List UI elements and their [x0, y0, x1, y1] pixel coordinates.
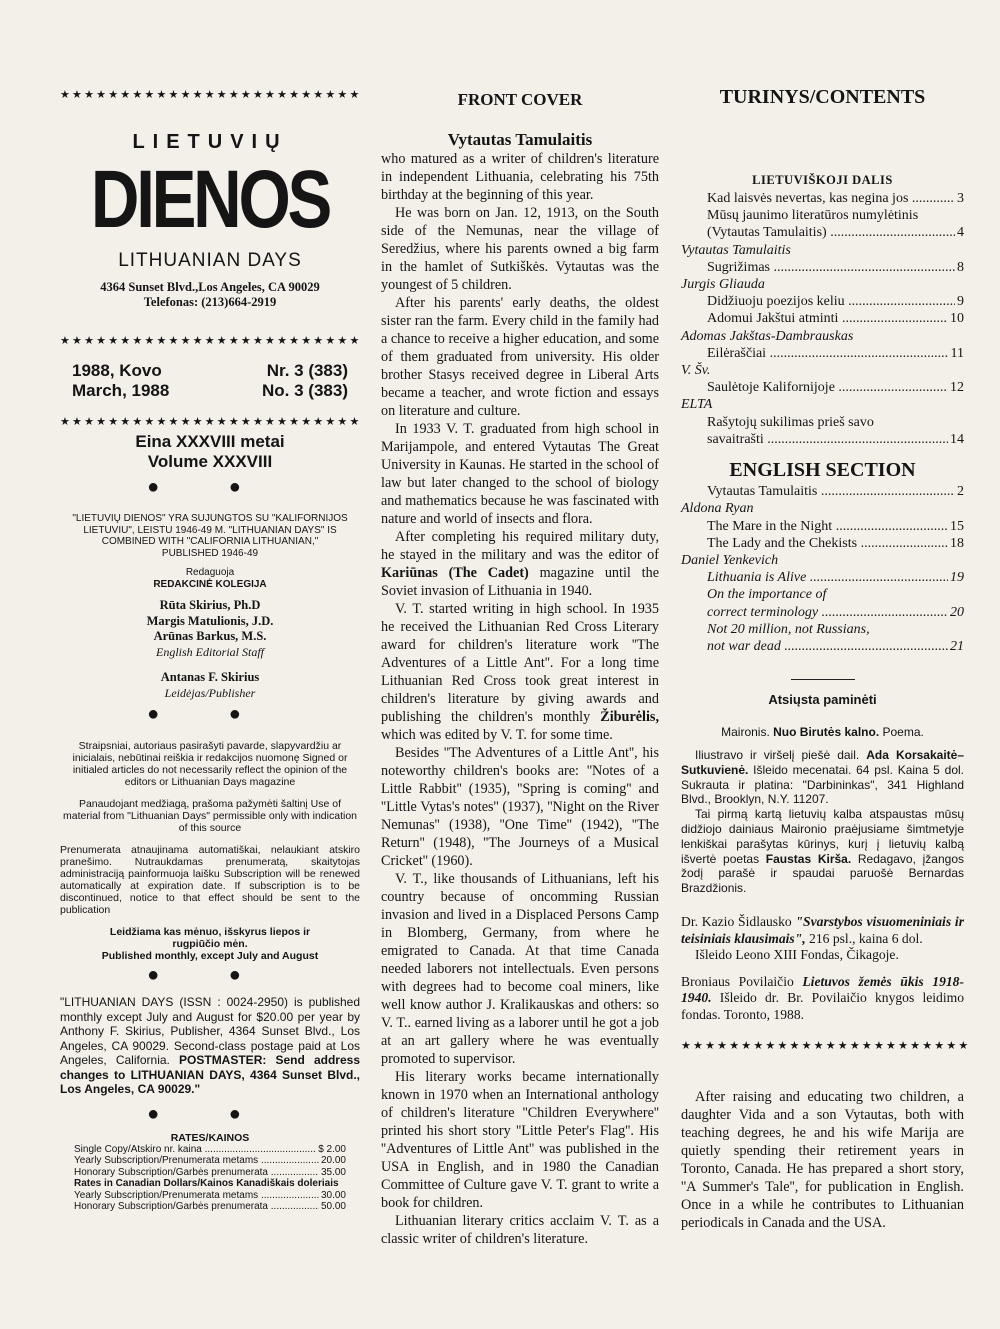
masthead-title: DIENOS [90, 154, 330, 245]
front-cover-article [381, 90, 659, 1248]
paragraph: In 1933 V. T. graduated from high school in Marijampole, and entered Vytautas The Great University in Kaunas. He started in the school of law but later changed to the school of biology and mathematics because he was fascinated with nature and world of insects and flora. [381, 421, 659, 527]
toc-entry[interactable]: The Mare in the Night ..... 15 [681, 518, 964, 535]
postmaster-notice: POSTMASTER: Send address changes to LITHUANIAN DAYS, 4364 Sunset Blvd., Los Angeles, CA 90029." [60, 1053, 360, 1096]
paragraph: Lithuanian literary critics acclaim V. T. as a classic writer of children's literature. [381, 1213, 659, 1247]
toc-entry[interactable]: Not 20 million, not Russians, [707, 621, 870, 637]
masthead-top: LIETUVIŲ [132, 131, 288, 153]
frequency-lt: Leidžiama kas mėnuo, išskyrus liepos ir rugpiūčio mėn. [109, 926, 311, 950]
book-notice-title: Maironis. Nuo Birutės kalno. Poema. [721, 725, 924, 740]
toc-entry[interactable]: Vytautas Tamulaitis ..... 2 [681, 483, 964, 500]
toc-author: V. Šv. [681, 363, 711, 379]
star-divider: ★★★★★★★★★★★★★★★★★★★★★★★★ [681, 1040, 971, 1053]
star-divider: ★★★★★★★★★★★★★★★★★★★★★★★★★ [60, 335, 362, 347]
toc-author: ELTA [681, 397, 713, 413]
frequency-en: Published monthly, except July and August [101, 950, 319, 962]
paragraph: who matured as a writer of children's literature in independent Lithuania, celebrating his 75th birthday at the beginning of this year. [381, 151, 659, 203]
toc-author: Jurgis Gliauda [681, 277, 765, 293]
toc-entry[interactable]: Saulėtoje Kalifornijoje ..... 12 [681, 379, 964, 396]
book-notice-sidlausko-publisher: Išleido Leono XIII Fondas, Čikagoje. [695, 947, 899, 963]
bullet-divider: ● ● [147, 476, 273, 498]
contents-heading: TURINYS/CONTENTS [719, 86, 926, 108]
issue-info [60, 361, 360, 401]
toc-author: Aldona Ryan [681, 501, 754, 517]
bullet-divider: ● ● [147, 703, 273, 725]
publisher-name: Antanas F. Skirius [160, 670, 260, 684]
publication-info [60, 995, 360, 1097]
book-notice-details: Iliustravo ir viršelį piešė dail. Ada Korsakaitė–Sutkuvienė. Išleido mecenatai. 64 psl. Kaina 5 dol. Sukrauta ir platina: "Darbininkas", 341 Highland Blvd., Brooklyn, N.Y. 11207. [681, 748, 964, 807]
toc-author: Adomas Jakštas-Dambrauskas [681, 328, 854, 344]
volume-lt: Eina XXXVIII metai [135, 432, 285, 451]
article-continuation [681, 1088, 964, 1232]
staff-member: Arūnas Barkus, M.S. [153, 629, 267, 643]
rates-title: RATES/KAINOS [170, 1131, 250, 1144]
bullet-divider: ● ● [147, 1102, 273, 1125]
book-notice-description: Tai pirmą kartą lietuvių kalba atspaustas mūsų didžiojo dainiaus Maironio praėjusiame šimtmetyje lenkiškai parašytas kūrinys, kurį į lietuvių kalbą išvertė poetas Faustas Kirša. Redagavo, įžangos žodį parašė ir spaudai paruošė Bernardas Brazdžionis. [681, 807, 964, 896]
rates-canada-heading: Rates in Canadian Dollars/Kainos Kanadiškais doleriais [74, 1178, 339, 1189]
subscription-notice: Prenumerata atnaujinama automatiškai, nelaukiant atskiro pranešimo. Nutraukdamas prenumeratą, skaitytojas administraciją painformuoja laišku Subscription will be renewed automatically at expiration date. If subscription is to be discontinued, notice to that effect should be sent to the publication [60, 844, 360, 916]
toc-entry[interactable]: Adomui Jakštui atminti ..... 10 [681, 310, 964, 327]
rate-row: Yearly Subscription/Prenumerata metams ..... 20.00 [74, 1155, 346, 1167]
received-books-heading: Atsiųsta paminėti [768, 692, 877, 708]
book-notice-sidlausko: Dr. Kazio Šidlausko "Svarstybos visuomeniniais ir teisiniais klausimais", 216 psl., kaina 6 dol. [681, 914, 964, 946]
toc-entry[interactable]: correct terminology ..... 20 [681, 604, 964, 621]
staff-member: Margis Matulionis, J.D. [146, 613, 274, 628]
toc-entry[interactable]: Didžiuoju poezijos keliu ..... 9 [681, 293, 964, 310]
merger-note: "LIETUVIŲ DIENOS" YRA SUJUNGTOS SU "KALIFORNIJOS LIETUVIU", LEISTU 1946-49 M. "LITHUANIAN DAYS" IS COMBINED WITH "CALIFORNIA LITHUANIAN," PUBLISHED 1946-49 [72, 513, 348, 559]
toc-author: Vytautas Tamulaitis [681, 242, 791, 258]
issue-date-lt: 1988, Kovo [72, 361, 162, 380]
toc-entry[interactable]: not war dead ..... 21 [681, 638, 964, 655]
paragraph: After his parents' early deaths, the oldest sister ran the farm. Every child in the family had a chance to receive a higher education, and some of them graduated from university. His older brother Stasys received degree in Liberal Arts became a teacher, and wrote fiction and essays on literature and culture. [381, 295, 659, 419]
english-section-heading: ENGLISH SECTION [729, 459, 916, 482]
editorial-board-label: REDAKCINĖ KOLEGIJA [153, 578, 267, 590]
paragraph: After completing his required military duty, he stayed in the military and was the editor of Kariūnas (The Cadet) magazine until the Soviet invasion of Lithuania in 1940. [381, 529, 659, 599]
toc-entry[interactable]: Mūsų jaunimo literatūros numylėtinis [707, 208, 919, 224]
toc-entry[interactable]: Eilėraščiai ..... 11 [681, 345, 964, 362]
issue-number-en: No. 3 (383) [262, 381, 348, 400]
paragraph: After raising and educating two children, a daughter Vida and a son Vytautas, both with teaching degrees, he and his wife Marija are quietly spending their retirement years in Toronto, Canada. He has prepared a short story, ''A Summer's Tale'', for publication in English. Once in a while he contributes to Lithuanian periodicals in Canada and the USA. [681, 1089, 964, 1232]
volume-en: Volume XXXVIII [147, 452, 273, 471]
publication-info-text: "LITHUANIAN DAYS (ISSN : 0024-2950) is published monthly except July and August for $20.00 per year by Anthony F. Skirius, Publisher, 4364 Sunset Blvd., Los Angeles, CA 90029. Second-class postage paid at Los Angeles, California. [60, 995, 360, 1067]
staff-role: English Editorial Staff [155, 644, 264, 659]
lithuanian-section-heading: LIETUVIŠKOJI DALIS [752, 173, 893, 187]
material-use-notice: Panaudojant medžiagą, prašoma pažymėti šaltinį Use of material from "Lithuanian Days" permissible only with indication of this source [63, 798, 357, 834]
rates-table [60, 1132, 360, 1213]
toc-entry[interactable]: savaitrašti ..... 14 [681, 431, 964, 448]
toc-entry[interactable]: Kad laisvės nevertas, kas negina jos ..... 3 [681, 190, 964, 207]
paragraph: Besides ''The Adventures of a Little Ant'', his noteworthy children's books are: ''Notes of a Little Rabbit'' (1935), ''Spring is coming'' and ''Little Vytas's notes'' (1937), ''Night on the River Nemunas'' (1938), ''One Time'' (1942), ''The Return'' (1948), ''The Journeys of a Musical Cricket'' (1960). [381, 745, 659, 869]
toc-entry[interactable]: Lithuania is Alive ..... 19 [681, 569, 964, 586]
toc-entry[interactable]: Rašytojų sukilimas prieš savo [707, 414, 874, 430]
divider [791, 679, 855, 680]
address: 4364 Sunset Blvd.,Los Angeles, CA 90029 [100, 280, 320, 294]
rate-row: Single Copy/Atskiro nr. kaina ..... $ 2.00 [74, 1144, 346, 1156]
toc-entry[interactable]: (Vytautas Tamulaitis) ..... 4 [681, 224, 964, 241]
telephone: Telefonas: (213)664-2919 [143, 295, 277, 309]
rate-row: Honorary Subscription/Garbės prenumerata ..... 50.00 [74, 1201, 346, 1213]
paragraph: V. T. started writing in high school. In 1935 he received the Lithuanian Red Cross Literary award for children's literature work ''The Adventures of a Little Ant''. For a long time Lithuanian Red Cross took great interest in children's literature by giving awards and publishing the children's monthly Žiburėlis, which was edited by V. T. for some time. [381, 601, 659, 743]
table-of-contents [681, 190, 964, 655]
paragraph: He was born on Jan. 12, 1913, on the South side of the Nemunas, near the village of Seredžius, where his parents owned a big farm in the hamlet of Sutkiškės. Vytautas was the youngest of 5 children. [381, 205, 659, 293]
article-heading: FRONT COVER [457, 90, 583, 109]
bullet-divider: ● ● [147, 964, 273, 986]
rate-row: Honorary Subscription/Garbės prenumerata ..... 35.00 [74, 1167, 346, 1179]
book-notice-povilaicio: Broniaus Povilaičio Lietuvos žemės ūkis 1918-1940. Išleido dr. Br. Povilaičio knygos leidimo fondas. Toronto, 1988. [681, 973, 964, 1022]
toc-author: Daniel Yenkevich [681, 553, 779, 569]
star-divider: ★★★★★★★★★★★★★★★★★★★★★★★★★ [60, 89, 362, 101]
star-divider: ★★★★★★★★★★★★★★★★★★★★★★★★★ [60, 416, 362, 428]
redaguoja-label: Redaguoja [185, 567, 235, 578]
article-subject: Vytautas Tamulaitis [447, 130, 593, 149]
toc-entry[interactable]: The Lady and the Chekists ..... 18 [681, 535, 964, 552]
issue-number-lt: Nr. 3 (383) [266, 361, 348, 380]
paragraph: V. T., like thousands of Lithuanians, left his country because of oncomming Russian invasion and lived in a Displaced Persons Camp in Blomberg, Germany, from where he emigrated to Canada. At that time Canada needed laborers not intellectuals. Even persons with degrees had to become coal miners, like well know author J. Kralikauskas and others: so V. T.. earned living as a laborer until he got a job at an art gallery where he was eventually promoted to supervisor. [381, 871, 659, 1067]
article-body [381, 150, 659, 1248]
toc-entry[interactable]: Sugrižimas ..... 8 [681, 259, 964, 276]
issue-date-en: March, 1988 [72, 381, 170, 400]
staff-member: Rūta Skirius, Ph.D [159, 598, 261, 612]
toc-entry[interactable]: On the importance of [707, 587, 827, 603]
paragraph: His literary works became internationally known in 1970 when an International anthology of children's literature ''Children Everywhere'' printed his short story ''Little Peter's Flag''. His ''Adventures of Little Ant'' was published in the USA in English, and in 1980 the Canadian Committee of Culture gave V. T. grant to write a book for children. [381, 1069, 659, 1211]
masthead-column [60, 88, 360, 1213]
signed-articles-notice: Straipsniai, autoriaus pasirašyti pavarde, slapyvardžiu ar inicialais, nebūtinai reiškia ir redakcijos nuomonę Signed or initialed articles do not necessarily reflect the opinion of the editors or Lithuanian Days magazine [72, 740, 348, 788]
rate-row: Yearly Subscription/Prenumerata metams ..... 30.00 [74, 1190, 346, 1202]
contents-column [681, 86, 971, 1232]
masthead-subtitle: LITHUANIAN DAYS [118, 250, 302, 271]
publisher-role: Leidėjas/Publisher [164, 685, 256, 700]
